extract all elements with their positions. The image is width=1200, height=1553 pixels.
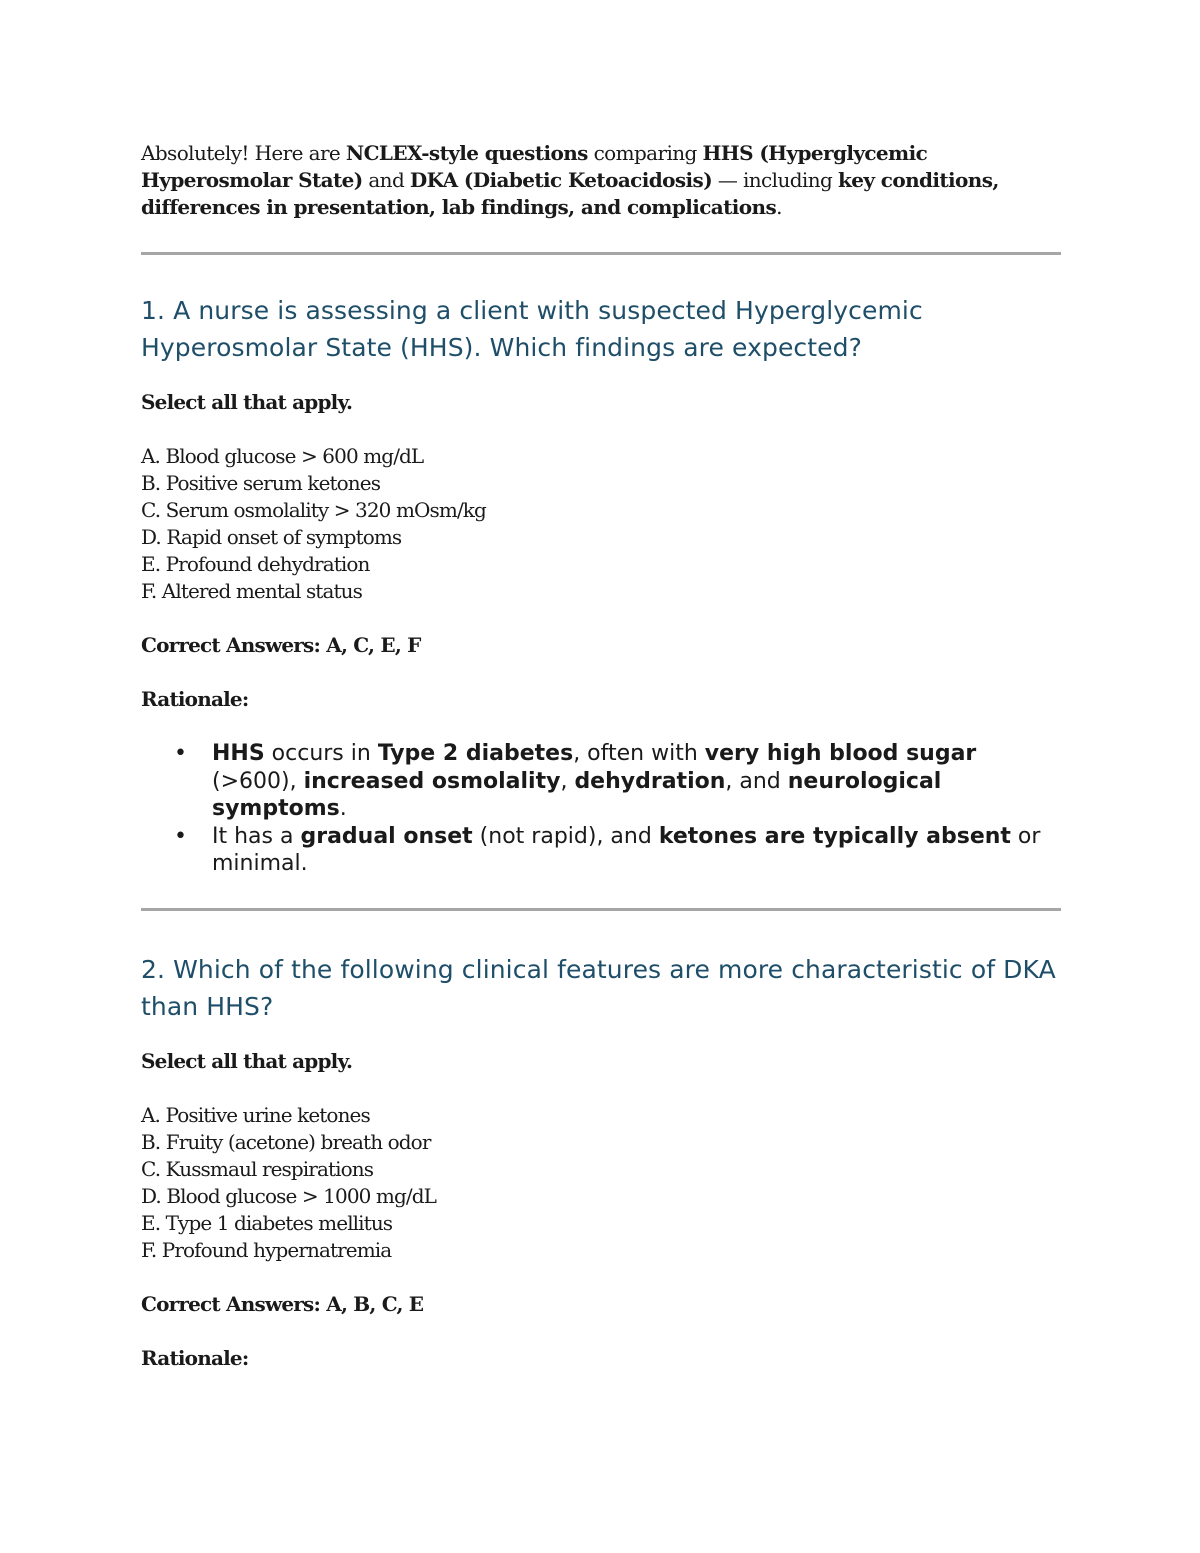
option-d: D. Rapid onset of symptoms xyxy=(141,525,402,549)
intro-bold-4: key conditions, differences in presentation, lab findings, and complications xyxy=(141,168,999,219)
bullet-icon: • xyxy=(174,741,187,766)
option-b: B. Positive serum ketones xyxy=(141,471,381,495)
intro-bold-3: DKA (Diabetic Ketoacidosis) xyxy=(409,168,713,192)
intro-text-4: — including xyxy=(712,168,838,192)
question-2 xyxy=(141,951,1061,1372)
intro-bold-1: NCLEX-style questions xyxy=(345,141,588,165)
question-2-correct-answers: Correct Answers: A, B, C, E xyxy=(141,1291,424,1316)
option-a: A. Blood glucose > 600 mg/dL xyxy=(141,444,424,468)
question-2-heading: 2. Which of the following clinical features are more characteristic of DKA than HHS? xyxy=(141,954,1056,1021)
intro-text-3: and xyxy=(362,168,410,192)
question-1-instruction: Select all that apply. xyxy=(141,390,353,414)
question-1 xyxy=(141,292,1061,878)
question-1-correct-answers: Correct Answers: A, C, E, F xyxy=(141,633,421,657)
question-1-heading: 1. A nurse is assessing a client with suspected Hyperglycemic Hyperosmolar State (HHS). Which findings are expected? xyxy=(141,296,923,362)
question-2-options xyxy=(141,1102,1061,1264)
option-c: C. Kussmaul respirations xyxy=(141,1156,374,1181)
intro-text-5: . xyxy=(776,195,782,219)
option-f: F. Altered mental status xyxy=(141,579,362,603)
option-d: D. Blood glucose > 1000 mg/dL xyxy=(141,1183,437,1208)
question-2-instruction: Select all that apply. xyxy=(141,1048,353,1073)
rationale-item-2: • It has a gradual onset (not rapid), and ketones are typically absent or minimal. xyxy=(174,823,1041,876)
rationale-item-1: • HHS occurs in Type 2 diabetes, often with very high blood sugar (>600), increased osmolality, dehydration, and neurological symptoms. xyxy=(174,741,977,821)
intro-text-1: Absolutely! Here are xyxy=(141,141,346,165)
question-1-rationale-list xyxy=(141,740,1042,878)
option-a: A. Positive urine ketones xyxy=(141,1102,370,1127)
question-1-rationale-label: Rationale: xyxy=(141,687,249,711)
intro-bold-2: HHS (Hyperglycemic Hyperosmolar State) xyxy=(141,141,928,192)
question-2-rationale-label: Rationale: xyxy=(141,1345,249,1370)
intro-text-2: comparing xyxy=(587,141,703,165)
option-f: F. Profound hypernatremia xyxy=(141,1237,392,1262)
question-1-options xyxy=(141,443,1061,605)
option-e: E. Profound dehydration xyxy=(141,552,370,576)
intro-paragraph xyxy=(141,140,1061,221)
option-b: B. Fruity (acetone) breath odor xyxy=(141,1129,431,1154)
document-page xyxy=(141,140,1061,1372)
option-e: E. Type 1 diabetes mellitus xyxy=(141,1210,393,1235)
option-c: C. Serum osmolality > 320 mOsm/kg xyxy=(141,498,486,522)
bullet-icon: • xyxy=(174,823,187,849)
